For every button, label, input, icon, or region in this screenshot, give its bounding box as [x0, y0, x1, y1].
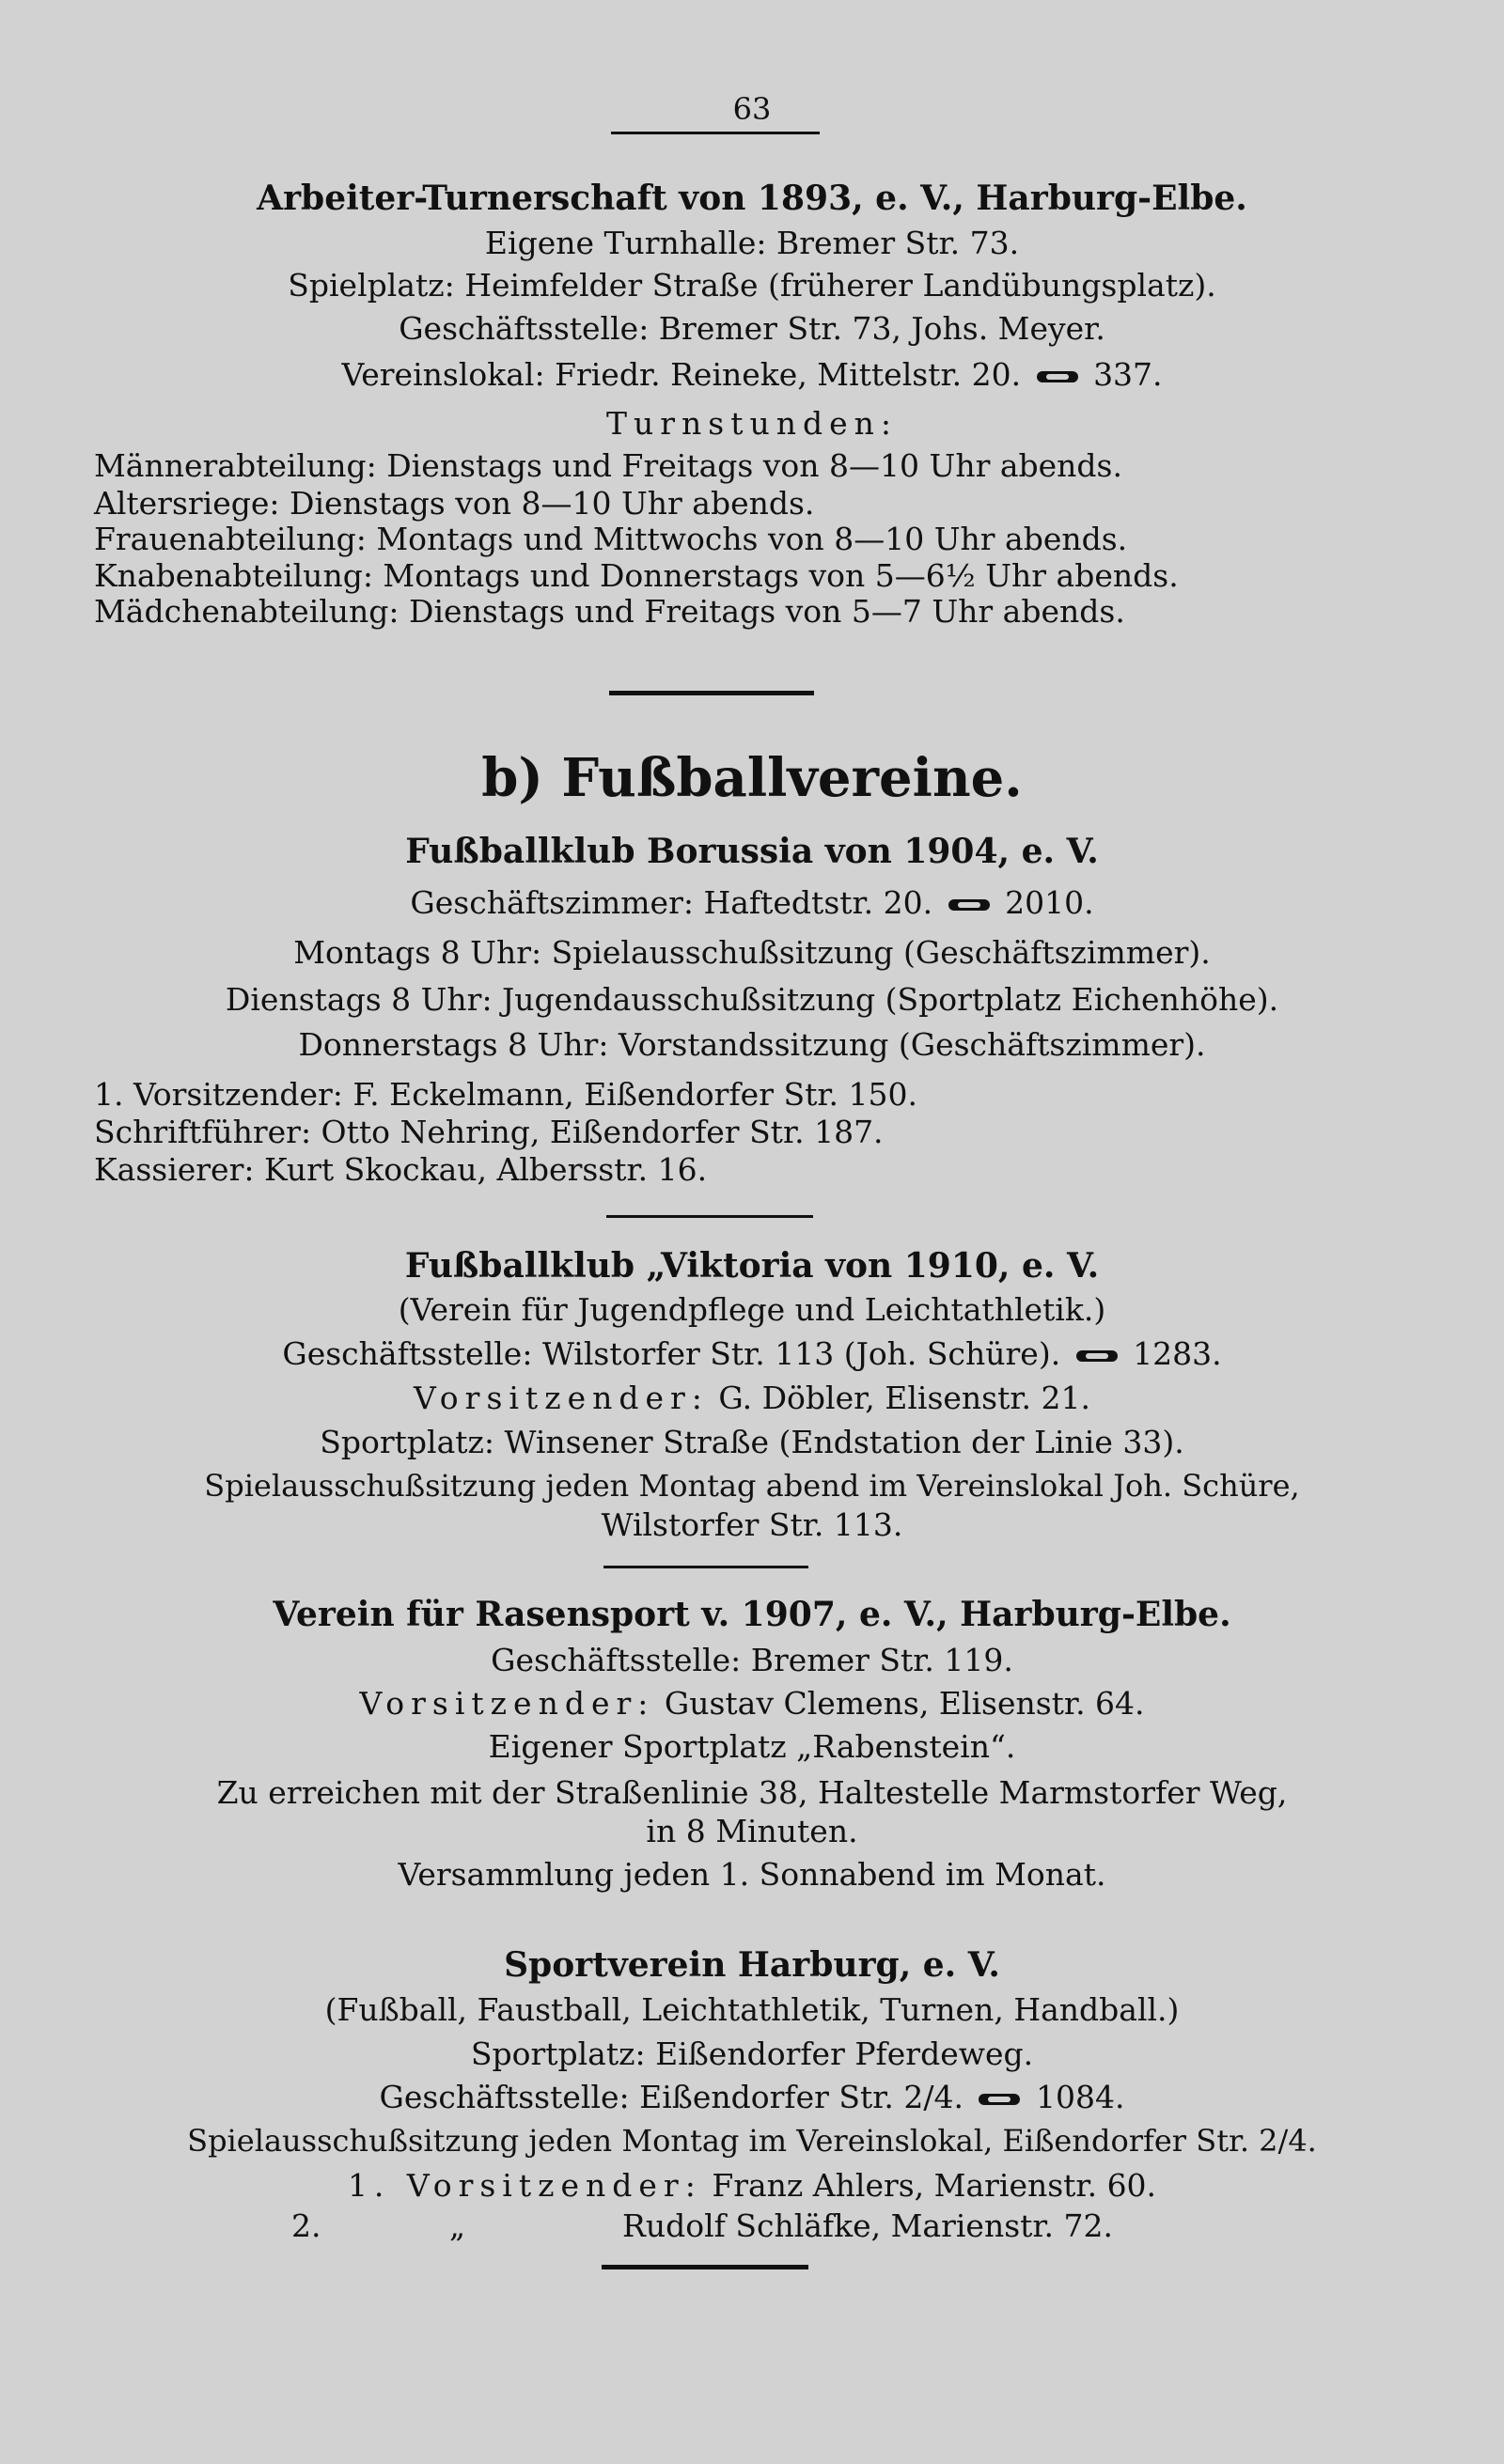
viktoria-title: Fußballklub „Viktoria von 1910, e. V. — [404, 1246, 1100, 1286]
schedule-line: Männerabteilung: Dienstags und Freitags von 8—10 Uhr abends. — [94, 447, 1122, 484]
viktoria-subtitle: (Verein für Jugendpflege und Leichtathletik.) — [398, 1291, 1106, 1328]
telephone-icon — [948, 897, 990, 913]
section1-vereinslokal — [0, 356, 1504, 393]
rasensport-assembly: Versammlung jeden 1. Sonnabend im Monat. — [398, 1856, 1106, 1893]
page-number-rule — [611, 132, 820, 134]
rasensport-title: Verein für Rasensport v. 1907, e. V., Harburg-Elbe. — [273, 1595, 1231, 1634]
rasensport-ground: Eigener Sportplatz „Rabenstein“. — [488, 1728, 1016, 1765]
borussia-title: Fußballklub Borussia von 1904, e. V. — [405, 832, 1099, 871]
rasensport-directions: Zu erreichen mit der Straßenlinie 38, Haltestelle Marmstorfer Weg, — [216, 1774, 1288, 1811]
borussia-office-phone: 2010. — [1005, 884, 1094, 921]
borussia-officer: Schriftführer: Otto Nehring, Eißendorfer Str. 187. — [94, 1114, 884, 1150]
sportverein-office — [0, 2079, 1504, 2115]
section-divider — [602, 2265, 808, 2269]
viktoria-office-text: Geschäftsstelle: Wilstorfer Str. 113 (Joh. Schüre). — [282, 1335, 1061, 1372]
sportverein-office-phone: 1084. — [1035, 2079, 1125, 2115]
telephone-icon — [1076, 1348, 1118, 1365]
rasensport-chair-value: Gustav Clemens, Elisenstr. 64. — [664, 1685, 1145, 1722]
borussia-meeting: Dienstags 8 Uhr: Jugendausschußsitzung (Sportplatz Eichenhöhe). — [225, 981, 1279, 1018]
sportverein-chair1-label: 1. Vorsitzender: — [347, 2167, 702, 2204]
turnstunden-heading: Turnstunden: — [605, 405, 899, 442]
page-number: 63 — [732, 91, 772, 127]
sportverein-chair2-label: 2. — [291, 2207, 321, 2244]
vereinslokal-phone: 337. — [1093, 356, 1163, 393]
heading-fussballvereine: b) Fußballvereine. — [481, 747, 1023, 809]
section1-title: Arbeiter-Turnerschaft von 1893, e. V., Harburg-Elbe. — [257, 179, 1247, 218]
section-divider — [609, 691, 814, 695]
sportverein-office-text: Geschäftsstelle: Eißendorfer Str. 2/4. — [379, 2079, 964, 2115]
vereinslokal-text: Vereinslokal: Friedr. Reineke, Mittelstr. 20. — [341, 356, 1022, 393]
sportverein-title: Sportverein Harburg, e. V. — [504, 1945, 1000, 1985]
schedule-line: Frauenabteilung: Montags und Mittwochs von 8—10 Uhr abends. — [94, 521, 1128, 557]
viktoria-chair — [0, 1380, 1504, 1416]
section1-line: Spielplatz: Heimfelder Straße (früherer Landübungsplatz). — [288, 267, 1216, 304]
section1-line: Geschäftsstelle: Bremer Str. 73, Johs. Meyer. — [399, 310, 1105, 347]
sportverein-chair1-value: Franz Ahlers, Marienstr. 60. — [712, 2167, 1157, 2204]
viktoria-office — [0, 1335, 1504, 1372]
viktoria-sportplatz: Sportplatz: Winsener Straße (Endstation der Linie 33). — [320, 1424, 1184, 1460]
sportverein-sportplatz: Sportplatz: Eißendorfer Pferdeweg. — [470, 2035, 1034, 2072]
borussia-office-text: Geschäftszimmer: Haftedtstr. 20. — [410, 884, 933, 921]
sportverein-subtitle: (Fußball, Faustball, Leichtathletik, Turnen, Handball.) — [324, 1991, 1180, 2028]
section-divider — [606, 1215, 813, 1218]
viktoria-chair-value: G. Döbler, Elisenstr. 21. — [718, 1380, 1090, 1416]
borussia-meeting: Donnerstags 8 Uhr: Vorstandssitzung (Geschäftszimmer). — [298, 1026, 1206, 1063]
viktoria-chair-label: Vorsitzender: — [414, 1380, 709, 1416]
rasensport-office: Geschäftsstelle: Bremer Str. 119. — [491, 1642, 1013, 1678]
borussia-officer: 1. Vorsitzender: F. Eckelmann, Eißendorfer Str. 150. — [94, 1076, 917, 1113]
viktoria-meeting-line: Wilstorfer Str. 113. — [601, 1506, 903, 1543]
schedule-line: Knabenabteilung: Montags und Donnerstags von 5—6½ Uhr abends. — [94, 557, 1179, 594]
rasensport-chair — [0, 1685, 1504, 1722]
telephone-icon — [979, 2091, 1020, 2108]
viktoria-meeting-line: Spielausschußsitzung jeden Montag abend im Vereinslokal Joh. Schüre, — [204, 1468, 1300, 1504]
telephone-icon — [1037, 368, 1078, 385]
sportverein-chair2-value: Rudolf Schläfke, Marienstr. 72. — [622, 2207, 1114, 2244]
rasensport-directions: in 8 Minuten. — [646, 1813, 858, 1849]
sportverein-meeting: Spielausschußsitzung jeden Montag im Vereinslokal, Eißendorfer Str. 2/4. — [187, 2123, 1317, 2159]
schedule-line: Altersriege: Dienstags von 8—10 Uhr abends. — [94, 485, 815, 522]
section1-line: Eigene Turnhalle: Bremer Str. 73. — [484, 225, 1020, 261]
section-divider — [603, 1566, 808, 1568]
schedule-line: Mädchenabteilung: Dienstags und Freitags von 5—7 Uhr abends. — [94, 593, 1125, 630]
borussia-officer: Kassierer: Kurt Skockau, Albersstr. 16. — [94, 1151, 708, 1188]
borussia-office — [0, 884, 1504, 921]
borussia-meeting: Montags 8 Uhr: Spielausschußsitzung (Geschäftszimmer). — [293, 934, 1211, 971]
sportverein-chair1 — [0, 2167, 1504, 2204]
sportverein-chair2-ditto: „ — [449, 2207, 466, 2244]
rasensport-chair-label: Vorsitzender: — [359, 1685, 655, 1722]
viktoria-office-phone: 1283. — [1133, 1335, 1222, 1372]
